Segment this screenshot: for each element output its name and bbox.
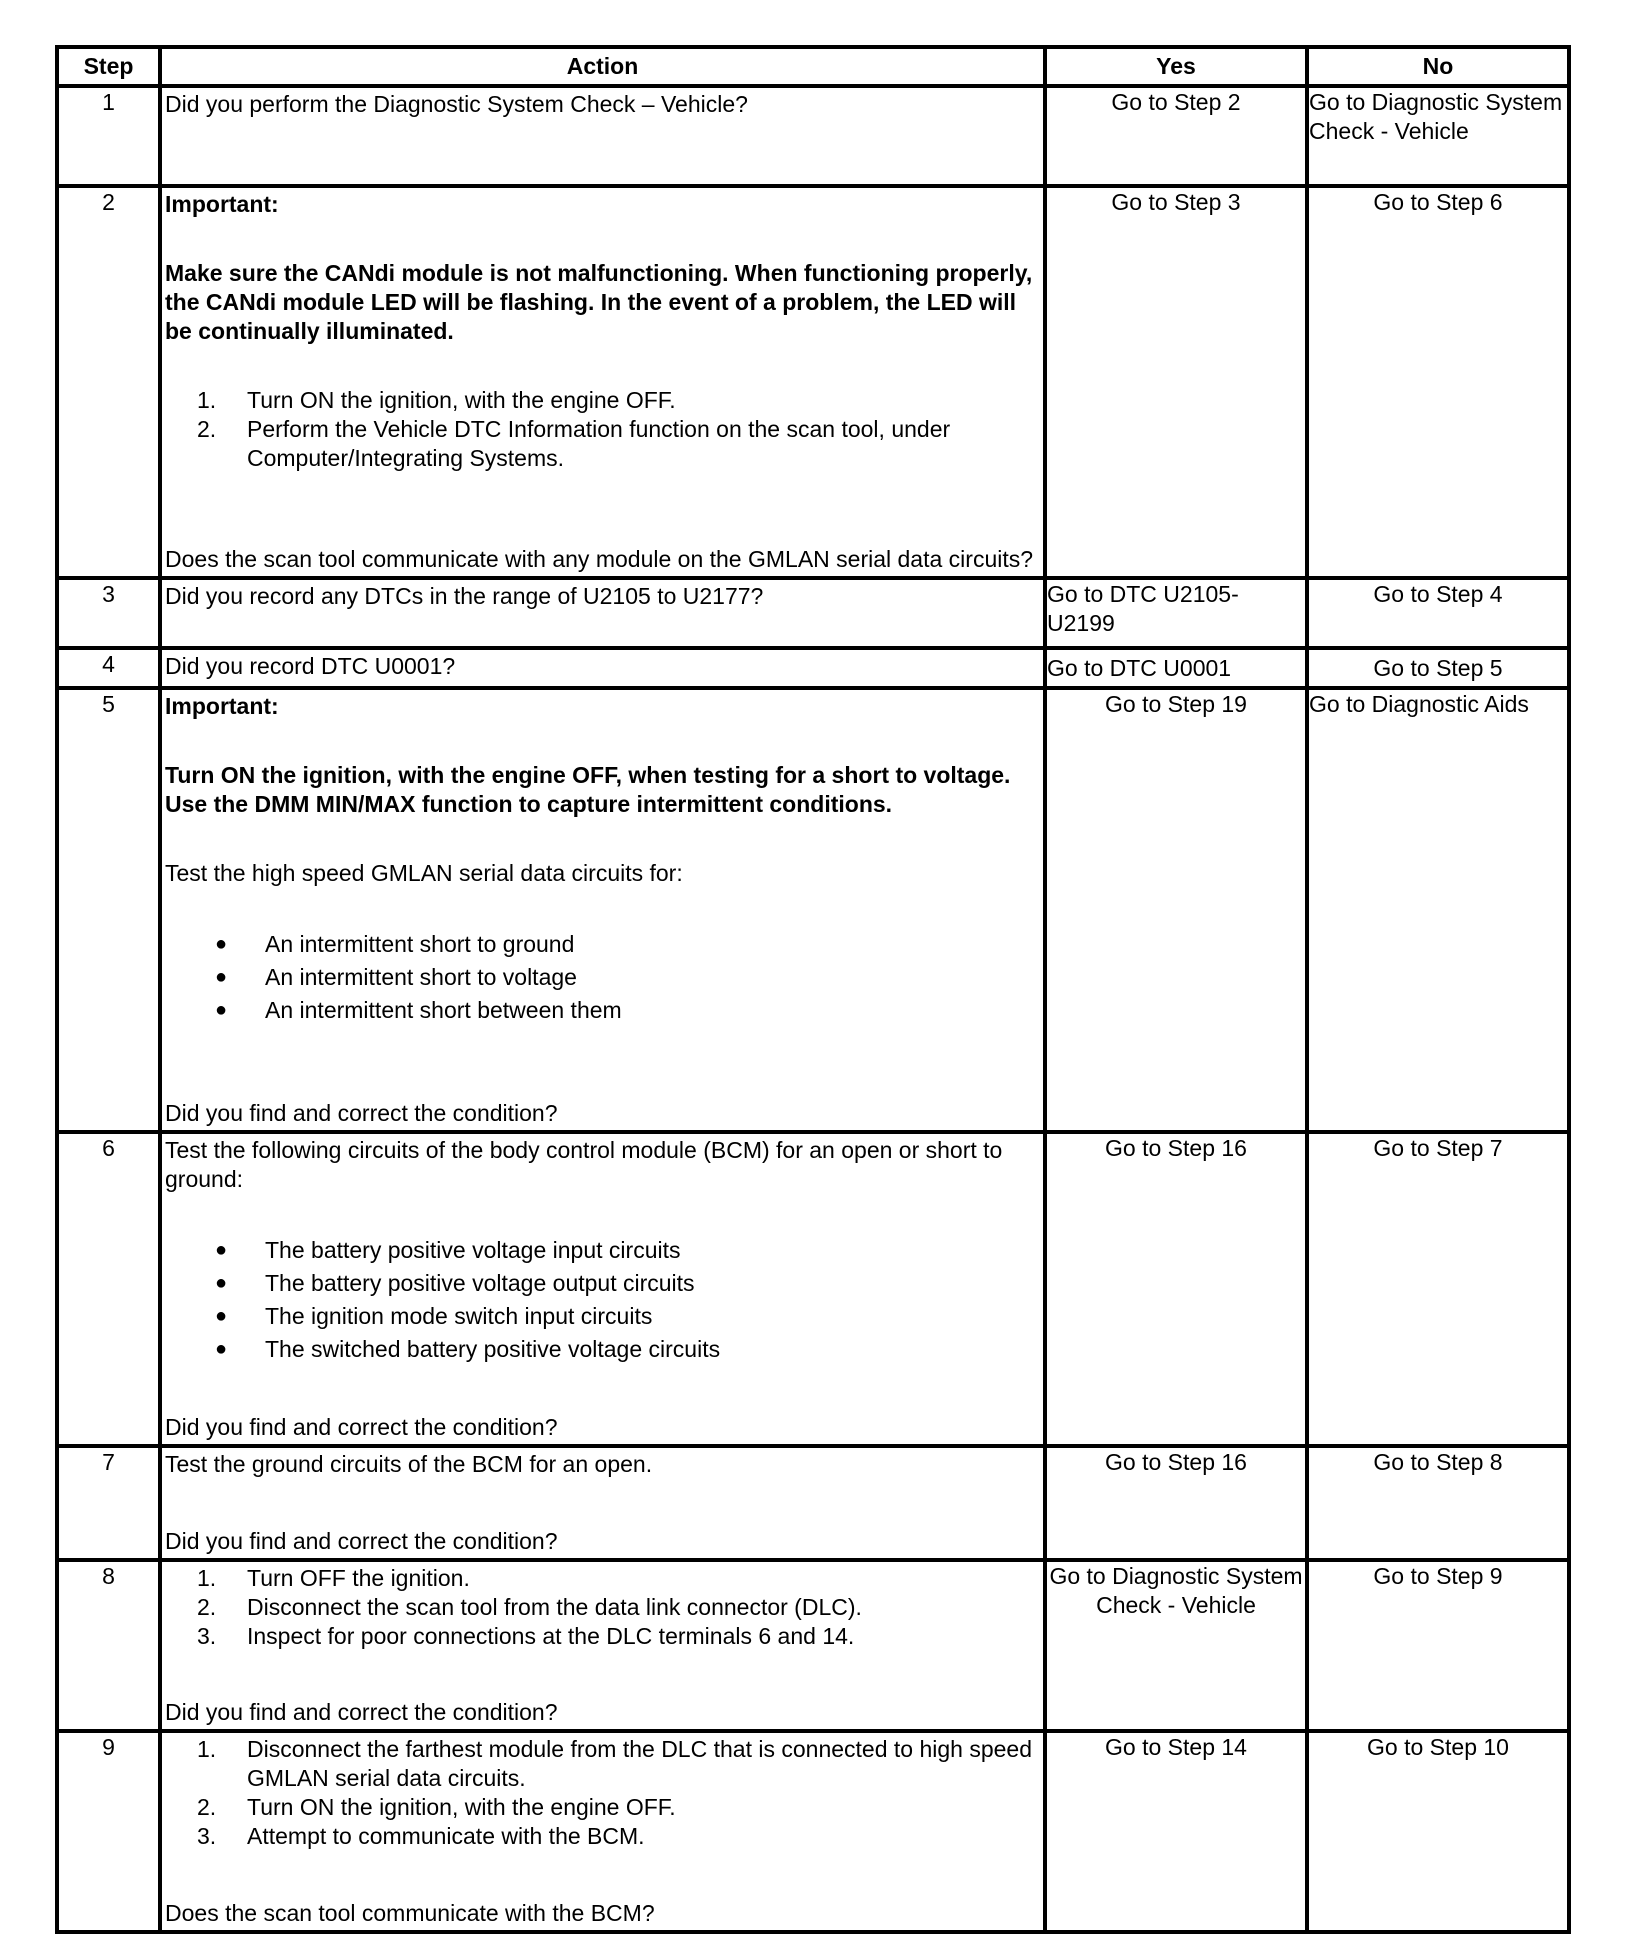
list-item: ● The ignition mode switch input circuits xyxy=(215,1303,653,1329)
diagnostic-table xyxy=(55,45,1571,1934)
action-cell xyxy=(160,688,1045,1132)
table-row xyxy=(57,1132,1569,1446)
no-cell: Go to Step 7 xyxy=(1307,1132,1569,1446)
bullet-list xyxy=(165,928,1040,1027)
list-item: ● An intermittent short to voltage xyxy=(215,964,577,990)
yes-cell: Go to Step 14 xyxy=(1045,1731,1307,1932)
table-row xyxy=(57,578,1569,648)
procedure-list xyxy=(165,1564,1040,1651)
instruction-text: Test the high speed GMLAN serial data circuits for: xyxy=(165,860,683,886)
no-cell: Go to Diagnostic System Check - Vehicle xyxy=(1307,86,1569,186)
table-row xyxy=(57,688,1569,1132)
action-cell xyxy=(160,578,1045,648)
action-cell xyxy=(160,1446,1045,1560)
list-item: ● An intermittent short between them xyxy=(215,997,622,1023)
list-item: ● The battery positive voltage output circuits xyxy=(215,1270,695,1296)
procedure-list xyxy=(165,1735,1040,1851)
list-item: 1. Turn ON the ignition, with the engine OFF. xyxy=(197,387,676,413)
instruction-text: Test the ground circuits of the BCM for an open. xyxy=(165,1451,653,1477)
action-cell xyxy=(160,648,1045,688)
list-item: 2. Disconnect the scan tool from the data link connector (DLC). xyxy=(197,1594,862,1620)
yes-cell: Go to Step 16 xyxy=(1045,1446,1307,1560)
question: Does the scan tool communicate with any module on the GMLAN serial data circuits? xyxy=(165,546,1034,572)
no-cell: Go to Step 4 xyxy=(1307,578,1569,648)
list-item: 2. Perform the Vehicle DTC Information function on the scan tool, under Computer/Integrating Systems. xyxy=(197,416,951,471)
table-row xyxy=(57,648,1569,688)
table-row xyxy=(57,86,1569,186)
header-yes: Yes xyxy=(1045,47,1307,86)
step-number: 7 xyxy=(57,1446,160,1560)
step-number: 1 xyxy=(57,86,160,186)
yes-cell: Go to Step 19 xyxy=(1045,688,1307,1132)
step-number: 8 xyxy=(57,1560,160,1731)
list-item: 3. Attempt to communicate with the BCM. xyxy=(197,1823,645,1849)
step-number: 2 xyxy=(57,186,160,578)
step-number: 3 xyxy=(57,578,160,648)
procedure-list xyxy=(165,386,1040,473)
bullet-list xyxy=(165,1234,1040,1366)
table-row xyxy=(57,186,1569,578)
list-item: ● The battery positive voltage input circuits xyxy=(215,1237,681,1263)
action-cell xyxy=(160,1560,1045,1731)
table-row xyxy=(57,1560,1569,1731)
list-item: 1. Turn OFF the ignition. xyxy=(197,1565,470,1591)
list-item: ● The switched battery positive voltage circuits xyxy=(215,1336,721,1362)
important-text: Turn ON the ignition, with the engine OFF, when testing for a short to voltage. Use the DMM MIN/MAX function to capture intermittent conditions. xyxy=(165,762,1011,817)
yes-cell: Go to Step 16 xyxy=(1045,1132,1307,1446)
no-cell: Go to Diagnostic Aids xyxy=(1307,688,1569,1132)
question: Did you find and correct the condition? xyxy=(165,1699,558,1725)
important-text: Make sure the CANdi module is not malfunctioning. When functioning properly, the CANdi module LED will be flashing. In the event of a problem, the LED will be continually illuminated. xyxy=(165,260,1033,344)
yes-cell: Go to Diagnostic System Check - Vehicle xyxy=(1045,1560,1307,1731)
list-item: 3. Inspect for poor connections at the DLC terminals 6 and 14. xyxy=(197,1623,855,1649)
action-cell xyxy=(160,1132,1045,1446)
no-cell: Go to Step 6 xyxy=(1307,186,1569,578)
instruction-text: Test the following circuits of the body control module (BCM) for an open or short to ground: xyxy=(165,1137,1003,1192)
question: Did you find and correct the condition? xyxy=(165,1414,558,1440)
yes-cell: Go to DTC U0001 xyxy=(1045,648,1307,688)
table-row xyxy=(57,1731,1569,1932)
important-label: Important: xyxy=(165,191,279,217)
step-number: 5 xyxy=(57,688,160,1132)
no-cell: Go to Step 5 xyxy=(1307,648,1569,688)
question: Did you record DTC U0001? xyxy=(165,653,456,679)
header-no: No xyxy=(1307,47,1569,86)
table-row xyxy=(57,1446,1569,1560)
list-item: 1. Disconnect the farthest module from the DLC that is connected to high speed GMLAN serial data circuits. xyxy=(197,1736,1032,1791)
question: Does the scan tool communicate with the BCM? xyxy=(165,1900,655,1926)
list-item: 2. Turn ON the ignition, with the engine OFF. xyxy=(197,1794,676,1820)
step-number: 9 xyxy=(57,1731,160,1932)
important-label: Important: xyxy=(165,693,279,719)
no-cell: Go to Step 9 xyxy=(1307,1560,1569,1731)
step-number: 6 xyxy=(57,1132,160,1446)
action-cell xyxy=(160,1731,1045,1932)
question: Did you find and correct the condition? xyxy=(165,1528,558,1554)
step-number: 4 xyxy=(57,648,160,688)
yes-cell: Go to Step 2 xyxy=(1045,86,1307,186)
header-action: Action xyxy=(160,47,1045,86)
yes-cell: Go to DTC U2105-U2199 xyxy=(1045,578,1307,648)
question: Did you find and correct the condition? xyxy=(165,1100,558,1126)
header-step: Step xyxy=(57,47,160,86)
question: Did you perform the Diagnostic System Check – Vehicle? xyxy=(165,91,748,117)
question: Did you record any DTCs in the range of U2105 to U2177? xyxy=(165,583,764,609)
action-cell xyxy=(160,86,1045,186)
no-cell: Go to Step 8 xyxy=(1307,1446,1569,1560)
no-cell: Go to Step 10 xyxy=(1307,1731,1569,1932)
yes-cell: Go to Step 3 xyxy=(1045,186,1307,578)
list-item: ● An intermittent short to ground xyxy=(215,931,575,957)
header-row xyxy=(57,47,1569,86)
action-cell xyxy=(160,186,1045,578)
